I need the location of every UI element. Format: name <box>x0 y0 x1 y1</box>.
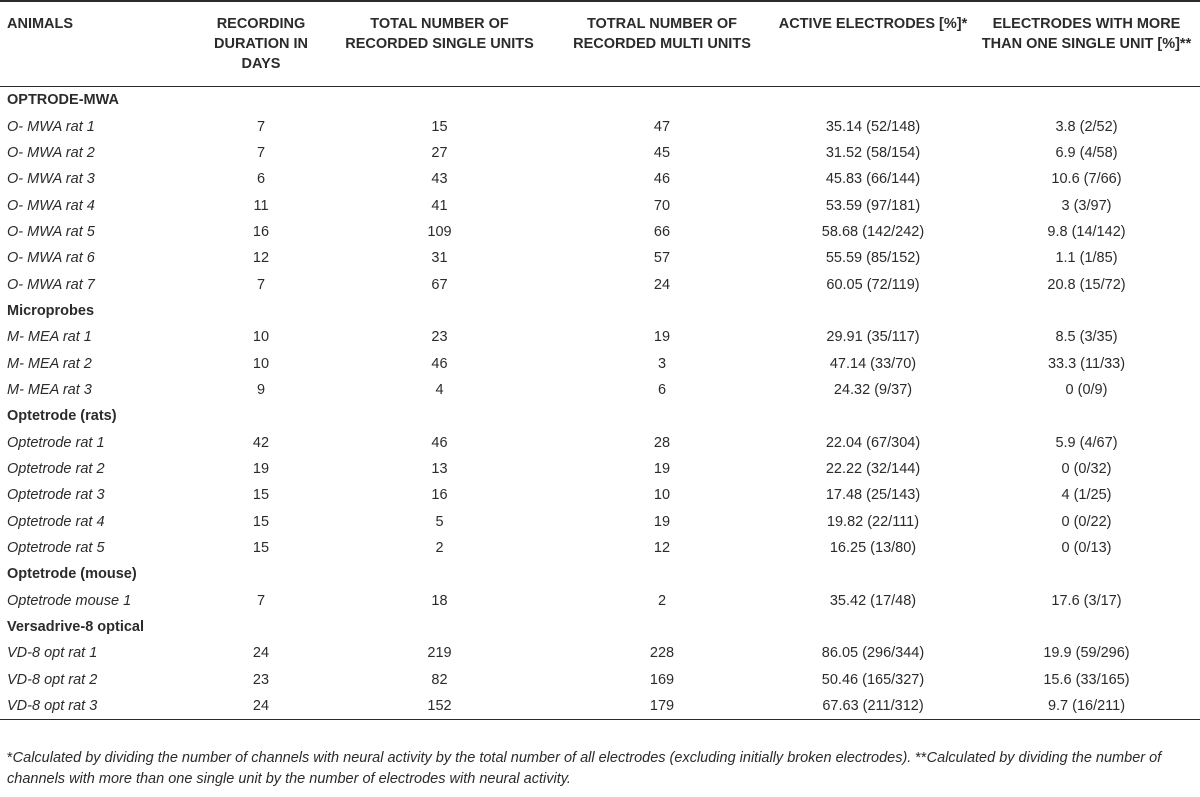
table-row <box>0 377 1200 403</box>
cell-single-units: 152 <box>328 693 551 720</box>
group-label: Versadrive-8 optical <box>7 619 145 636</box>
table-row <box>0 350 1200 376</box>
cell-duration: 6 <box>256 171 266 188</box>
cell-duration: 7 <box>256 118 266 135</box>
cell-multi-units: 45 <box>653 144 671 161</box>
cell-duration: 11 <box>253 197 269 214</box>
header-animals: ANIMALS <box>0 2 194 87</box>
cell-animal: M- MEA rat 1 <box>7 329 92 346</box>
cell-electrodes-multi-single: 10.6 (7/66) <box>1051 171 1122 188</box>
header-electrodes-multi-single: ELECTRODES WITH MORE THAN ONE SINGLE UNIT [%]** <box>973 2 1200 87</box>
cell-active-electrodes: 58.68 (142/242) <box>821 223 925 240</box>
cell-active-electrodes: 29.91 (35/117) <box>826 329 920 346</box>
cell-multi-units: 66 <box>653 223 671 240</box>
group-row <box>0 561 1200 587</box>
cell-animal: O- MWA rat 5 <box>7 223 95 240</box>
cell-animal: O- MWA rat 1 <box>7 118 95 135</box>
cell-duration: 10 <box>252 329 270 346</box>
cell-animal: VD-8 opt rat 3 <box>0 693 194 720</box>
cell-single-units: 46 <box>431 355 448 372</box>
group-label: OPTRODE-MWA <box>7 92 119 109</box>
cell-single-units: 2 <box>435 540 444 557</box>
cell-active-electrodes: 67.63 (211/312) <box>773 693 973 720</box>
cell-single-units: 27 <box>431 144 448 161</box>
cell-multi-units: 46 <box>653 171 671 188</box>
cell-animal: O- MWA rat 2 <box>7 144 95 161</box>
cell-active-electrodes: 55.59 (85/152) <box>825 250 921 267</box>
cell-active-electrodes: 31.52 (58/154) <box>825 144 921 161</box>
cell-single-units: 46 <box>431 434 448 451</box>
cell-active-electrodes: 35.42 (17/48) <box>829 592 917 609</box>
table-row <box>0 245 1200 271</box>
table-row <box>0 429 1200 455</box>
cell-multi-units: 228 <box>649 645 675 662</box>
cell-electrodes-multi-single: 3 (3/97) <box>1061 197 1112 214</box>
table-row <box>0 271 1200 297</box>
cell-multi-units: 12 <box>653 540 671 557</box>
cell-single-units: 219 <box>427 645 452 662</box>
cell-animal: VD-8 opt rat 1 <box>7 645 98 662</box>
cell-single-units: 13 <box>431 460 448 477</box>
cell-single-units: 5 <box>435 513 444 530</box>
cell-duration: 7 <box>256 144 266 161</box>
cell-multi-units: 19 <box>653 460 671 477</box>
cell-duration: 24 <box>252 645 270 662</box>
cell-multi-units: 179 <box>551 693 773 720</box>
cell-active-electrodes: 47.14 (33/70) <box>829 355 917 372</box>
cell-electrodes-multi-single: 19.9 (59/296) <box>1043 645 1130 662</box>
cell-single-units: 18 <box>431 592 448 609</box>
cell-electrodes-multi-single: 5.9 (4/67) <box>1055 434 1118 451</box>
cell-multi-units: 3 <box>657 355 667 372</box>
group-row <box>0 614 1200 640</box>
cell-duration: 19 <box>252 460 270 477</box>
cell-single-units: 16 <box>431 487 448 504</box>
group-label: Microprobes <box>7 302 95 319</box>
cell-electrodes-multi-single: 0 (0/9) <box>1065 381 1108 398</box>
table-row <box>0 509 1200 535</box>
footnote-text-2: Calculated by dividing the number of channels with more than one single unit by the number of electrodes with neural activity. <box>7 750 1162 787</box>
footnote-symbol-1: * <box>7 750 13 766</box>
cell-multi-units: 169 <box>649 671 675 688</box>
cell-electrodes-multi-single: 3.8 (2/52) <box>1055 118 1118 135</box>
cell-duration: 12 <box>252 250 270 267</box>
cell-active-electrodes: 22.22 (32/144) <box>825 460 921 477</box>
table-row <box>0 535 1200 561</box>
table-header-row <box>0 2 1200 87</box>
cell-electrodes-multi-single: 9.8 (14/142) <box>1047 223 1126 240</box>
cell-multi-units: 28 <box>653 434 671 451</box>
cell-animal: O- MWA rat 3 <box>7 171 95 188</box>
cell-duration: 10 <box>252 355 270 372</box>
cell-multi-units: 19 <box>653 513 671 530</box>
cell-animal: Optetrode rat 3 <box>7 487 105 504</box>
cell-active-electrodes: 50.46 (165/327) <box>821 671 925 688</box>
cell-electrodes-multi-single: 0 (0/32) <box>1061 460 1112 477</box>
cell-multi-units: 10 <box>653 487 671 504</box>
cell-animal: O- MWA rat 6 <box>7 250 95 267</box>
cell-animal: M- MEA rat 2 <box>7 355 92 372</box>
cell-duration: 7 <box>256 276 266 293</box>
cell-active-electrodes: 45.83 (66/144) <box>825 171 921 188</box>
cell-active-electrodes: 24.32 (9/37) <box>833 381 913 398</box>
table-row <box>0 588 1200 614</box>
table-row <box>0 113 1200 139</box>
cell-single-units: 41 <box>431 197 448 214</box>
cell-duration: 23 <box>252 671 270 688</box>
cell-active-electrodes: 60.05 (72/119) <box>826 276 920 293</box>
cell-single-units: 4 <box>435 381 444 398</box>
cell-animal: O- MWA rat 7 <box>7 276 95 293</box>
cell-animal: M- MEA rat 3 <box>7 381 92 398</box>
cell-animal: Optetrode rat 5 <box>7 540 105 557</box>
header-active-electrodes: ACTIVE ELECTRODES [%]* <box>773 2 973 87</box>
cell-animal: VD-8 opt rat 2 <box>7 671 98 688</box>
cell-single-units: 23 <box>431 329 448 346</box>
cell-single-units: 109 <box>427 223 452 240</box>
table-row <box>0 166 1200 192</box>
cell-multi-units: 6 <box>657 381 667 398</box>
footnote-symbol-2: ** <box>915 750 927 766</box>
cell-animal: Optetrode rat 4 <box>7 513 105 530</box>
cell-duration: 15 <box>252 513 270 530</box>
table-footnote <box>7 748 1195 790</box>
cell-active-electrodes: 53.59 (97/181) <box>825 197 921 214</box>
cell-electrodes-multi-single: 9.7 (16/211) <box>973 693 1200 720</box>
group-row <box>0 87 1200 114</box>
group-row <box>0 403 1200 429</box>
cell-multi-units: 24 <box>653 276 671 293</box>
cell-electrodes-multi-single: 1.1 (1/85) <box>1055 250 1118 267</box>
cell-active-electrodes: 86.05 (296/344) <box>821 645 925 662</box>
cell-active-electrodes: 35.14 (52/148) <box>825 118 921 135</box>
table-row <box>0 324 1200 350</box>
cell-duration: 9 <box>256 381 266 398</box>
table-body <box>0 87 1200 720</box>
cell-animal: Optetrode rat 1 <box>7 434 105 451</box>
cell-multi-units: 19 <box>653 329 671 346</box>
cell-animal: Optetrode mouse 1 <box>7 592 132 609</box>
footnote-text-1: Calculated by dividing the number of channels with neural activity by the total number of all electrodes (excluding initially broken electrodes). <box>12 750 916 766</box>
table-row <box>0 140 1200 166</box>
cell-active-electrodes: 16.25 (13/80) <box>829 540 917 557</box>
cell-animal: O- MWA rat 4 <box>7 197 95 214</box>
table-row <box>0 693 1200 720</box>
cell-active-electrodes: 19.82 (22/111) <box>826 513 920 530</box>
cell-multi-units: 2 <box>657 592 667 609</box>
cell-active-electrodes: 17.48 (25/143) <box>825 487 921 504</box>
cell-electrodes-multi-single: 6.9 (4/58) <box>1055 144 1118 161</box>
table-row <box>0 192 1200 218</box>
table-row <box>0 219 1200 245</box>
cell-single-units: 82 <box>431 671 448 688</box>
header-recording-duration: RECORDING DURATION IN DAYS <box>194 2 328 87</box>
cell-electrodes-multi-single: 4 (1/25) <box>1061 487 1112 504</box>
cell-animal: Optetrode rat 2 <box>7 460 105 477</box>
cell-electrodes-multi-single: 15.6 (33/165) <box>1043 671 1130 688</box>
table-row <box>0 482 1200 508</box>
cell-duration: 15 <box>252 487 270 504</box>
cell-electrodes-multi-single: 33.3 (11/33) <box>1047 355 1126 372</box>
cell-electrodes-multi-single: 17.6 (3/17) <box>1051 592 1122 609</box>
cell-electrodes-multi-single: 0 (0/13) <box>1061 540 1112 557</box>
header-single-units: TOTAL NUMBER OF RECORDED SINGLE UNITS <box>328 2 551 87</box>
cell-single-units: 31 <box>431 250 448 267</box>
group-label: Optetrode (mouse) <box>7 566 137 583</box>
table-row <box>0 456 1200 482</box>
cell-single-units: 43 <box>431 171 448 188</box>
cell-multi-units: 70 <box>653 197 671 214</box>
group-row <box>0 298 1200 324</box>
table-row <box>0 667 1200 693</box>
cell-electrodes-multi-single: 20.8 (15/72) <box>1047 276 1126 293</box>
group-label: Optetrode (rats) <box>7 408 117 425</box>
cell-duration: 42 <box>252 434 270 451</box>
cell-duration: 15 <box>252 540 270 557</box>
cell-multi-units: 47 <box>653 118 671 135</box>
cell-active-electrodes: 22.04 (67/304) <box>825 434 921 451</box>
cell-duration: 24 <box>194 693 328 720</box>
cell-electrodes-multi-single: 0 (0/22) <box>1061 513 1112 530</box>
cell-duration: 16 <box>252 223 270 240</box>
cell-duration: 7 <box>256 592 266 609</box>
header-multi-units: TOTRAL NUMBER OF RECORDED MULTI UNITS <box>551 2 773 87</box>
cell-single-units: 15 <box>431 118 448 135</box>
cell-multi-units: 57 <box>653 250 671 267</box>
cell-electrodes-multi-single: 8.5 (3/35) <box>1055 329 1118 346</box>
table-row <box>0 640 1200 666</box>
cell-single-units: 67 <box>431 276 448 293</box>
